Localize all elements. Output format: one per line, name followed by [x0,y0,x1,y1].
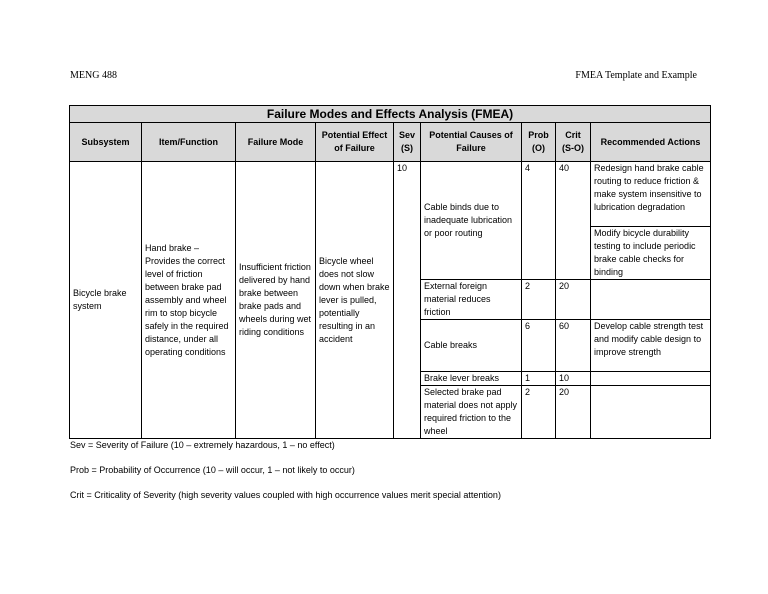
note-probability: Prob = Probability of Occurrence (10 – will occur, 1 – not likely to occur) [70,465,355,475]
cause-cell: Selected brake pad material does not apply required friction to the wheel [421,386,522,439]
column-header-prob: Prob (O) [522,123,556,162]
sev-cell: 10 [394,162,421,439]
prob-cell: 4 [522,162,556,280]
failure-mode-cell: Insufficient friction delivered by hand brake between brake pads and wheels during wet riding conditions [236,162,316,439]
effect-cell: Bicycle wheel does not slow down when brake lever is pulled, potentially resulting in an accident [316,162,394,439]
cause-cell: Brake lever breaks [421,372,522,386]
cause-cell: Cable binds due to inadequate lubrication or poor routing [421,162,522,280]
column-header-causes: Potential Causes of Failure [421,123,522,162]
table-row [70,162,711,227]
item-function-cell: Hand brake – Provides the correct level of friction between brake pad assembly and wheel rim to stop bicycle safely in the required distance, under all operating conditions [142,162,236,439]
action-cell [591,386,711,439]
fmea-table [69,105,711,439]
cause-cell: External foreign material reduces friction [421,280,522,320]
prob-cell: 2 [522,386,556,439]
note-severity: Sev = Severity of Failure (10 – extremely hazardous, 1 – no effect) [70,440,335,450]
column-header-actions: Recommended Actions [591,123,711,162]
header-document-title: FMEA Template and Example [575,70,697,81]
prob-cell: 1 [522,372,556,386]
column-header-item-function: Item/Function [142,123,236,162]
column-header-sev: Sev (S) [394,123,421,162]
action-cell: Redesign hand brake cable routing to reduce friction & make system insensitive to lubrication degradation [591,162,711,227]
crit-cell: 20 [556,386,591,439]
action-cell [591,372,711,386]
column-header-subsystem: Subsystem [70,123,142,162]
action-cell: Modify bicycle durability testing to include periodic brake cable checks for binding [591,227,711,280]
prob-cell: 2 [522,280,556,320]
column-header-row [70,123,711,162]
header-course-code: MENG 488 [70,70,117,81]
crit-cell: 20 [556,280,591,320]
column-header-crit: Crit (S-O) [556,123,591,162]
column-header-effect: Potential Effect of Failure [316,123,394,162]
cause-cell: Cable breaks [421,320,522,372]
action-cell [591,280,711,320]
note-criticality: Crit = Criticality of Severity (high severity values coupled with high occurrence values merit special attention) [70,490,501,500]
prob-cell: 6 [522,320,556,372]
table-title: Failure Modes and Effects Analysis (FMEA) [70,106,711,123]
crit-cell: 40 [556,162,591,280]
action-cell: Develop cable strength test and modify cable design to improve strength [591,320,711,372]
crit-cell: 10 [556,372,591,386]
crit-cell: 60 [556,320,591,372]
column-header-failure-mode: Failure Mode [236,123,316,162]
subsystem-cell: Bicycle brake system [70,162,142,439]
